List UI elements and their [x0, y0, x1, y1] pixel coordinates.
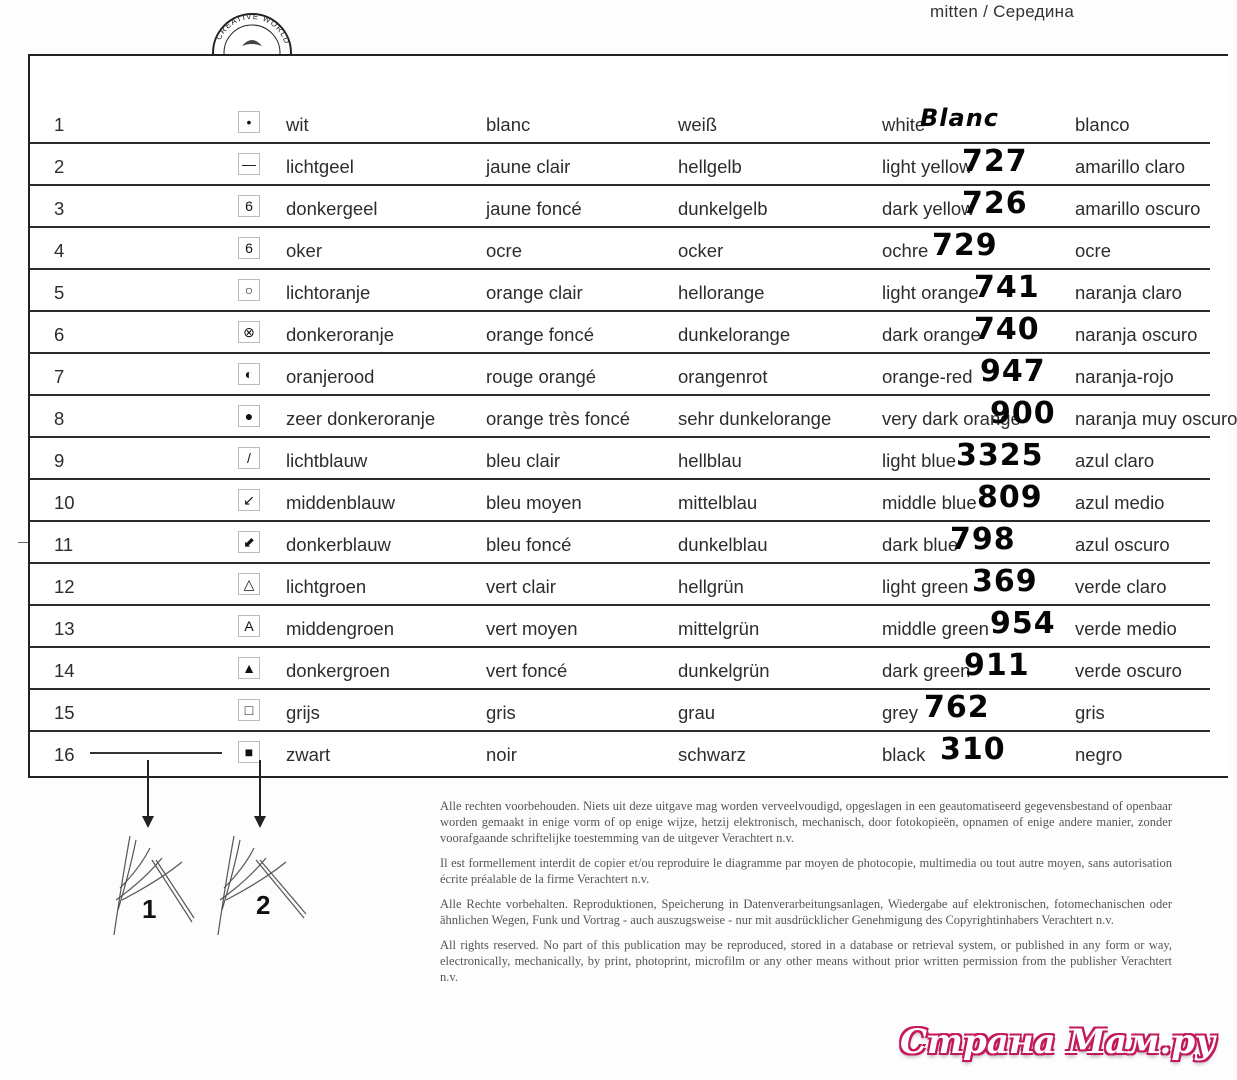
row-number: 5 [54, 282, 65, 303]
dmc-code-handwritten: 740 [974, 312, 1040, 347]
color-name-french: bleu moyen [486, 492, 582, 513]
arrow-1-head [142, 816, 154, 828]
color-name-spanish: verde claro [1075, 576, 1167, 597]
table-row [30, 522, 1210, 564]
dmc-code-handwritten: 727 [962, 144, 1028, 179]
dmc-code-handwritten: 900 [990, 396, 1056, 431]
row-number: 1 [54, 114, 65, 135]
dmc-code-handwritten: 310 [940, 732, 1006, 767]
row-number: 13 [54, 618, 75, 639]
color-name-dutch: middengroen [286, 618, 394, 639]
color-name-english: light blue [882, 450, 957, 471]
chart-symbol-icon: △ [238, 573, 260, 595]
color-name-english: light yellow [882, 156, 973, 177]
chart-symbol-icon: 6 [238, 237, 260, 259]
color-name-english: white [882, 114, 926, 135]
color-name-dutch: lichtgroen [286, 576, 367, 597]
color-name-spanish: azul medio [1075, 492, 1165, 513]
row-number: 3 [54, 198, 65, 219]
margin-mark [18, 542, 28, 543]
row-number: 11 [54, 534, 74, 555]
pointer-line [90, 752, 222, 754]
color-name-german: dunkelorange [678, 324, 791, 345]
color-name-english: dark yellow [882, 198, 975, 219]
table-row [30, 438, 1210, 480]
color-name-french: orange foncé [486, 324, 595, 345]
chart-symbol-icon: A [238, 615, 260, 637]
dmc-code-handwritten: 947 [980, 354, 1046, 389]
color-name-dutch: donkerblauw [286, 534, 391, 555]
table-row [30, 102, 1210, 144]
dmc-code-handwritten: 762 [924, 690, 990, 725]
color-name-german: grau [678, 702, 716, 723]
color-name-german: ocker [678, 240, 724, 261]
dmc-code-handwritten: 741 [974, 270, 1040, 305]
row-number: 4 [54, 240, 65, 261]
color-name-english: dark orange [882, 324, 981, 345]
dmc-code-handwritten: 798 [950, 522, 1016, 557]
stitch-illustration [100, 760, 320, 950]
color-name-french: blanc [486, 114, 531, 135]
color-name-spanish: naranja claro [1075, 282, 1182, 303]
color-name-german: dunkelgrün [678, 660, 770, 681]
color-name-spanish: azul claro [1075, 450, 1155, 471]
color-name-english: middle blue [882, 492, 977, 513]
chart-symbol-icon: — [238, 153, 260, 175]
dmc-code-handwritten: 3325 [956, 438, 1044, 473]
dmc-code-handwritten: Blanc [920, 104, 1000, 132]
color-name-german: hellgelb [678, 156, 742, 177]
table-row [30, 228, 1210, 270]
row-number: 10 [54, 492, 75, 513]
arrow-2-head [254, 816, 266, 828]
copyright-english: All rights reserved. No part of this publication may be reproduced, stored in a database or retrieval system, or published in any form or way, electronically, mechanically, by print, photoprint, microfilm or any other means without prior written permission from the publisher Verachtert n.v. [440, 938, 1172, 984]
page-header-section: mitten / Середина [930, 2, 1075, 21]
chart-symbol-icon: ● [238, 405, 260, 427]
needle-thread-2 [218, 836, 306, 935]
copyright-french: Il est formellement interdit de copier et/ou reproduire le diagramme par moyen de photocopie, multimedia ou tout autre moyen, sans autorisation écrite préalable de la firme Verachtert n.v. [440, 856, 1172, 886]
color-name-english: dark green [882, 660, 971, 681]
chart-symbol-icon: □ [238, 699, 260, 721]
color-name-english: very dark orange [882, 408, 1021, 429]
color-name-french: ocre [486, 240, 522, 261]
table-row [30, 648, 1210, 690]
dmc-code-handwritten: 954 [990, 606, 1056, 641]
copyright-notice [440, 798, 1172, 994]
copyright-german: Alle Rechte vorbehalten. Reproduktionen, Speicherung in Datenverarbeitungsanlagen, Wiedergabe auf elektronischen, fotomechanischen oder ähnlichen Wegen, Funk und Vortrag - auch auszugsweise - nur mit ausdrücklicher Genehmigung des Copyrightinhabers Verachtert n.v. [440, 897, 1172, 927]
color-name-french: jaune clair [486, 156, 571, 177]
stitch-label-2: 2 [256, 890, 271, 920]
color-name-spanish: verde oscuro [1075, 660, 1182, 681]
color-name-dutch: wit [286, 114, 309, 135]
table-row [30, 186, 1210, 228]
site-watermark: Страна Мам.ру [900, 1022, 1216, 1062]
dmc-code-handwritten: 369 [972, 564, 1038, 599]
color-name-french: rouge orangé [486, 366, 597, 387]
color-name-spanish: naranja muy oscuro [1075, 408, 1237, 429]
color-name-dutch: zeer donkeroranje [286, 408, 436, 429]
row-number: 8 [54, 408, 65, 429]
color-name-german: weiß [678, 114, 718, 135]
stitch-label-1: 1 [142, 894, 157, 924]
table-row [30, 564, 1210, 606]
color-name-dutch: donkergeel [286, 198, 378, 219]
chart-symbol-icon: ⬋ [238, 531, 260, 553]
table-row [30, 144, 1210, 186]
color-name-spanish: naranja-rojo [1075, 366, 1174, 387]
row-number: 15 [54, 702, 75, 723]
color-name-french: vert foncé [486, 660, 568, 681]
color-name-spanish: blanco [1075, 114, 1130, 135]
color-name-dutch: lichtgeel [286, 156, 354, 177]
color-name-french: bleu foncé [486, 534, 572, 555]
chart-symbol-icon: ▲ [238, 657, 260, 679]
color-name-french: vert clair [486, 576, 556, 597]
dmc-code-handwritten: 726 [962, 186, 1028, 221]
table-row [30, 396, 1237, 438]
dmc-code-handwritten: 911 [964, 648, 1030, 683]
row-number: 14 [54, 660, 75, 681]
chart-symbol-icon: ↙ [238, 489, 260, 511]
color-name-spanish: amarillo oscuro [1075, 198, 1201, 219]
color-name-dutch: oranjerood [286, 366, 375, 387]
color-name-spanish: ocre [1075, 240, 1111, 261]
color-name-french: gris [486, 702, 516, 723]
chart-symbol-icon: 6 [238, 195, 260, 217]
color-name-spanish: naranja oscuro [1075, 324, 1198, 345]
color-name-english: dark blue [882, 534, 959, 555]
row-number: 7 [54, 366, 65, 387]
color-name-german: hellblau [678, 450, 742, 471]
chart-symbol-icon: ◐ [238, 363, 260, 385]
color-name-dutch: lichtblauw [286, 450, 368, 471]
row-number: 6 [54, 324, 65, 345]
color-name-dutch: lichtoranje [286, 282, 371, 303]
row-number: 12 [54, 576, 75, 597]
color-name-german: mittelblau [678, 492, 758, 513]
table-row [30, 606, 1210, 648]
color-name-spanish: amarillo claro [1075, 156, 1186, 177]
color-name-german: dunkelblau [678, 534, 768, 555]
table-row [30, 480, 1210, 522]
color-name-french: orange clair [486, 282, 583, 303]
color-name-english: middle green [882, 618, 989, 639]
chart-symbol-icon: / [238, 447, 260, 469]
dmc-code-handwritten: 809 [977, 480, 1043, 515]
color-name-french: vert moyen [486, 618, 578, 639]
copyright-dutch: Alle rechten voorbehouden. Niets uit deze uitgave mag worden verveelvoudigd, opgeslagen in een geautomatiseerd gegevensbestand of openbaar worden gemaakt in enige vorm of op enige wijze, hetzij elektronisch, mechanisch, door fotokopieën, opnamen of enige andere manier, zonder voorafgaande schriftelijke toestemming van de uitgever Verachtert n.v. [440, 799, 1172, 845]
color-name-dutch: donkergroen [286, 660, 390, 681]
dmc-code-handwritten: 729 [932, 228, 998, 263]
color-name-spanish: azul oscuro [1075, 534, 1170, 555]
chart-symbol-icon: • [238, 111, 260, 133]
color-name-dutch: middenblauw [286, 492, 396, 513]
color-name-english: grey [882, 702, 918, 723]
row-number: 16 [54, 744, 75, 765]
table-row [30, 354, 1210, 396]
table-row [30, 270, 1210, 312]
color-key-table [28, 54, 1237, 778]
color-name-dutch: donkeroranje [286, 324, 394, 345]
chart-symbol-icon: ⊗ [238, 321, 260, 343]
color-name-german: sehr dunkelorange [678, 408, 832, 429]
color-name-german: schwarz [678, 744, 746, 765]
color-name-german: orangenrot [678, 366, 768, 387]
color-name-french: noir [486, 744, 517, 765]
table-row [30, 312, 1210, 354]
color-name-dutch: grijs [286, 702, 320, 723]
color-name-german: hellorange [678, 282, 765, 303]
chart-symbol-icon: ■ [238, 741, 260, 763]
color-name-dutch: zwart [286, 744, 331, 765]
table-row [30, 690, 1210, 732]
color-name-english: light green [882, 576, 969, 597]
color-name-english: orange-red [882, 366, 973, 387]
color-name-german: dunkelgelb [678, 198, 768, 219]
color-name-dutch: oker [286, 240, 322, 261]
row-number: 9 [54, 450, 65, 471]
color-name-english: ochre [882, 240, 929, 261]
color-name-spanish: negro [1075, 744, 1123, 765]
chart-symbol-icon: ○ [238, 279, 260, 301]
color-name-spanish: gris [1075, 702, 1105, 723]
color-name-french: jaune foncé [486, 198, 582, 219]
color-name-spanish: verde medio [1075, 618, 1177, 639]
color-name-french: bleu clair [486, 450, 561, 471]
color-name-english: light orange [882, 282, 979, 303]
logo-ring-text: CREATIVE WORLD [214, 12, 292, 46]
color-name-german: mittelgrün [678, 618, 760, 639]
color-name-french: orange très foncé [486, 408, 630, 429]
row-number: 2 [54, 156, 65, 177]
color-name-english: black [882, 744, 926, 765]
color-name-german: hellgrün [678, 576, 744, 597]
